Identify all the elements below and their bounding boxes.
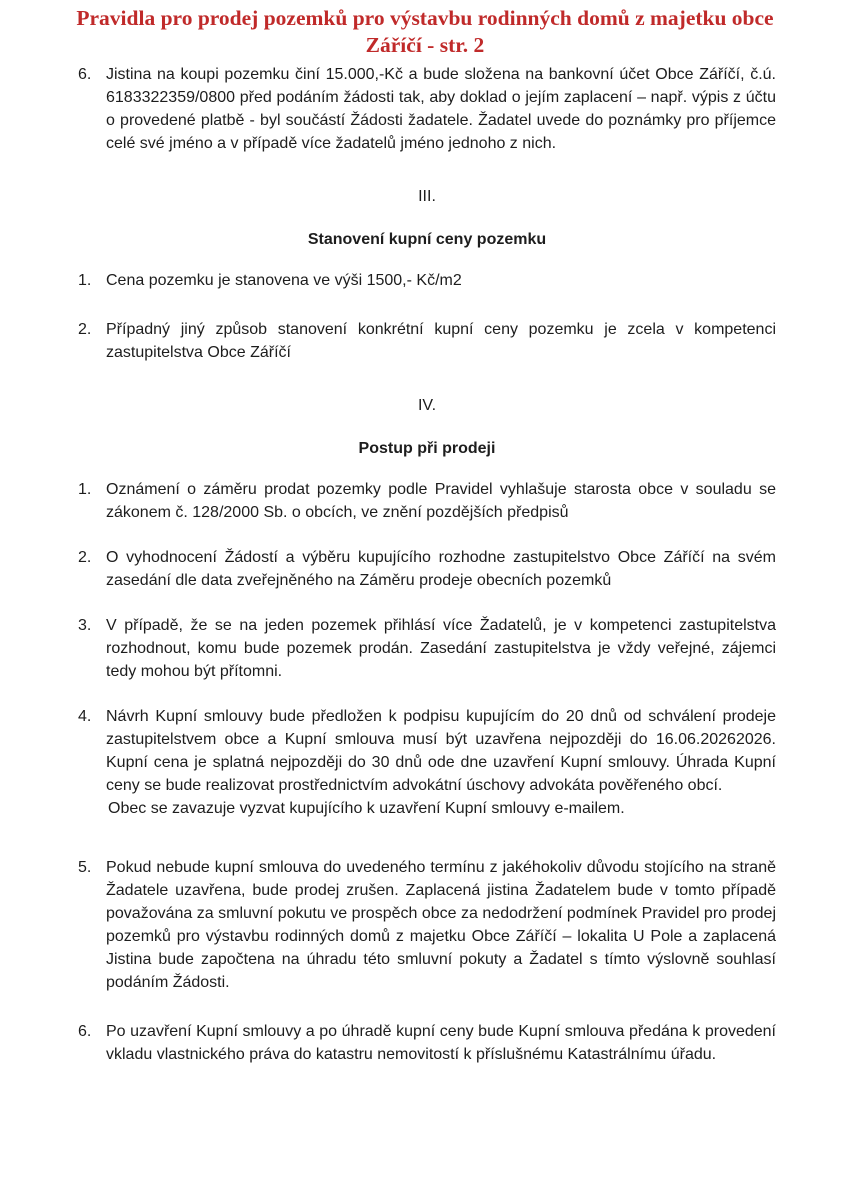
item-text: Cena pozemku je stanovena ve výši 1500,- Kč/m2 <box>106 272 462 289</box>
item-note: Obec se zavazuje vyzvat kupujícího k uzavření Kupní smlouvy e-mailem. <box>108 800 625 817</box>
item-number: 4. <box>78 708 92 725</box>
item-number: 2. <box>78 321 92 338</box>
list-item <box>78 269 776 292</box>
section-heading: Postup při prodeji <box>358 440 496 457</box>
item-text: Pokud nebude kupní smlouva do uvedeného termínu z jakéhokoliv důvodu stojícího na straně Žadatele uzavřena, bude prodej zrušen. Zaplacená jistina Žadatelem bude v tomto případě považována za smluvní pokutu ve prospěch obce za nedodržení podmínek Pravidel pro prodej pozemků pro výstavbu rodinných domů z majetku Obce Záříčí – lokalita U Pole a zaplacená Jistina bude započtena na úhradu této smluvní pokuty a Žadatel s tímto výslovně souhlasí podáním Žádosti. <box>106 859 776 991</box>
list-item <box>78 856 776 994</box>
item-number: 2. <box>78 549 92 566</box>
item-number: 1. <box>78 272 92 289</box>
item-text: Po uzavření Kupní smlouvy a po úhradě kupní ceny bude Kupní smlouva předána k provedení vkladu vlastnického práva do katastru nemovitostí k příslušnému Katastrálnímu úřadu. <box>106 1023 776 1063</box>
item-number: 3. <box>78 617 92 634</box>
page-title-line-1: Pravidla pro prodej pozemků pro výstavbu rodinných domů z majetku obce <box>76 6 774 30</box>
list-item <box>78 705 776 820</box>
item-text: Oznámení o záměru prodat pozemky podle Pravidel vyhlašuje starosta obce v souladu se zákonem č. 128/2000 Sb. o obcích, ve znění pozdějších předpisů <box>106 481 776 521</box>
list-item <box>78 614 776 683</box>
page-title-line-2: Záříčí - str. 2 <box>365 33 485 57</box>
section-numeral: IV. <box>417 397 437 414</box>
section-numeral: III. <box>418 188 436 205</box>
item-text: Případný jiný způsob stanovení konkrétní kupní ceny pozemku je zcela v kompetenci zastupitelstva Obce Záříčí <box>106 321 776 361</box>
item-text: Jistina na koupi pozemku činí 15.000,-Kč a bude složena na bankovní účet Obce Záříčí, č.ú. 6183322359/0800 před podáním žádosti tak, aby doklad o jejím zaplacení – např. výpis z účtu o provedené platbě - byl součástí Žádosti žadatele. Žadatel uvede do poznámky pro příjemce celé své jméno a v případě více žadatelů jméno jednoho z nich. <box>106 66 776 152</box>
list-item <box>78 318 776 364</box>
item-text: O vyhodnocení Žádostí a výběru kupujícího rozhodne zastupitelstvo Obce Záříčí na svém zasedání dle data zveřejněného na Záměru prodeje obecních pozemků <box>106 549 776 589</box>
list-item <box>78 1020 776 1066</box>
list-item <box>78 546 776 592</box>
item-number: 6. <box>78 66 92 83</box>
list-item <box>78 63 776 155</box>
item-number: 1. <box>78 481 92 498</box>
item-text <box>106 705 776 820</box>
page-title <box>24 5 826 59</box>
item-number: 5. <box>78 859 92 876</box>
list-item <box>78 478 776 524</box>
item-number: 6. <box>78 1023 92 1040</box>
item-text: V případě, že se na jeden pozemek přihlásí více Žadatelů, je v kompetenci zastupitelstva rozhodnout, komu bude pozemek prodán. Zasedání zastupitelstva je vždy veřejné, zájemci tedy mohou být přítomni. <box>106 617 776 680</box>
section-heading: Stanovení kupní ceny pozemku <box>307 231 547 248</box>
item-paragraph: Návrh Kupní smlouvy bude předložen k podpisu kupujícím do 20 dnů od schválení prodeje zastupitelstvem obce a Kupní smlouva musí být uzavřena nejpozději do 16.06.20262026. Kupní cena je splatná nejpozději do 30 dnů ode dne uzavření Kupní smlouvy. Úhrada Kupní ceny se bude realizovat prostřednictvím advokátní úschovy advokáta pověřeného obcí. <box>106 708 776 794</box>
